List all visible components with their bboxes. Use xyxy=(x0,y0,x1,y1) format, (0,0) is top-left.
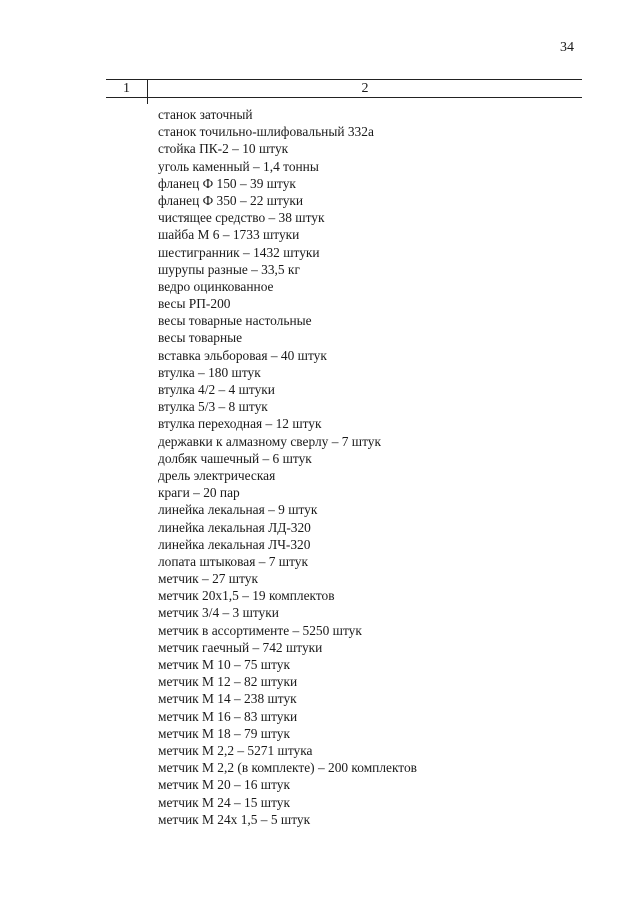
list-item: метчик в ассортименте – 5250 штук xyxy=(158,622,362,638)
list-item: станок точильно-шлифовальный 332а xyxy=(158,124,374,140)
list-item: метчик М 12 – 82 штуки xyxy=(158,674,298,690)
column-1-header: 1 xyxy=(106,80,148,97)
list-item: втулка – 180 штук xyxy=(158,364,261,380)
item-list xyxy=(158,106,417,828)
list-item: метчик М 10 – 75 штук xyxy=(158,657,290,672)
list-item: метчик М 24х 1,5 – 5 штук xyxy=(158,811,311,827)
list-item: дрель электрическая xyxy=(158,467,276,483)
list-item: метчик 20х1,5 – 19 комплектов xyxy=(158,588,335,604)
list-item: метчик М 20 – 16 штук xyxy=(158,777,290,793)
list-item: метчик 3/4 – 3 штуки xyxy=(158,605,279,621)
list-item: втулка переходная – 12 штук xyxy=(158,416,322,432)
list-item: метчик М 14 – 238 штук xyxy=(158,691,297,707)
table-header xyxy=(106,79,582,98)
list-item: метчик М 18 – 79 штук xyxy=(158,725,290,741)
list-item: лопата штыковая – 7 штук xyxy=(158,553,308,569)
list-item: фланец Ф 150 – 39 штук xyxy=(158,175,296,191)
list-item: линейка лекальная ЛД-320 xyxy=(158,519,311,535)
list-item: втулка 5/3 – 8 штук xyxy=(158,399,268,415)
list-item: державки к алмазному сверлу – 7 штук xyxy=(158,433,381,449)
list-item: чистящее средство – 38 штук xyxy=(158,210,325,226)
list-item: метчик М 16 – 83 штуки xyxy=(158,708,298,724)
list-item: ведро оцинкованное xyxy=(158,278,274,294)
list-item: шестигранник – 1432 штуки xyxy=(158,244,320,260)
list-item: метчик М 2,2 (в комплекте) – 200 комплектов xyxy=(158,760,417,776)
list-item: уголь каменный – 1,4 тонны xyxy=(158,158,319,174)
list-item: метчик гаечный – 742 штуки xyxy=(158,639,323,655)
list-item: метчик – 27 штук xyxy=(158,571,258,587)
list-item: весы товарные xyxy=(158,330,243,346)
list-item: линейка лекальная – 9 штук xyxy=(158,502,318,518)
list-item: фланец Ф 350 – 22 штуки xyxy=(158,192,304,208)
list-item: весы РП-200 xyxy=(158,296,231,312)
list-item: метчик М 2,2 – 5271 штука xyxy=(158,742,313,758)
column-2-header: 2 xyxy=(361,81,369,96)
list-item: вставка эльборовая – 40 штук xyxy=(158,347,327,363)
list-item: линейка лекальная ЛЧ-320 xyxy=(158,536,311,552)
list-item: стойка ПК-2 – 10 штук xyxy=(158,141,289,157)
list-item: метчик М 24 – 15 штук xyxy=(158,794,290,810)
page-number: 34 xyxy=(560,40,574,55)
list-item: шайба М 6 – 1733 штуки xyxy=(158,227,300,243)
column-divider xyxy=(147,96,148,104)
list-item: краги – 20 пар xyxy=(158,485,240,501)
list-item: долбяк чашечный – 6 штук xyxy=(158,450,312,466)
list-item: весы товарные настольные xyxy=(158,313,312,329)
list-item: втулка 4/2 – 4 штуки xyxy=(158,382,275,397)
list-item: станок заточный xyxy=(158,107,253,122)
list-item: шурупы разные – 33,5 кг xyxy=(158,261,300,277)
